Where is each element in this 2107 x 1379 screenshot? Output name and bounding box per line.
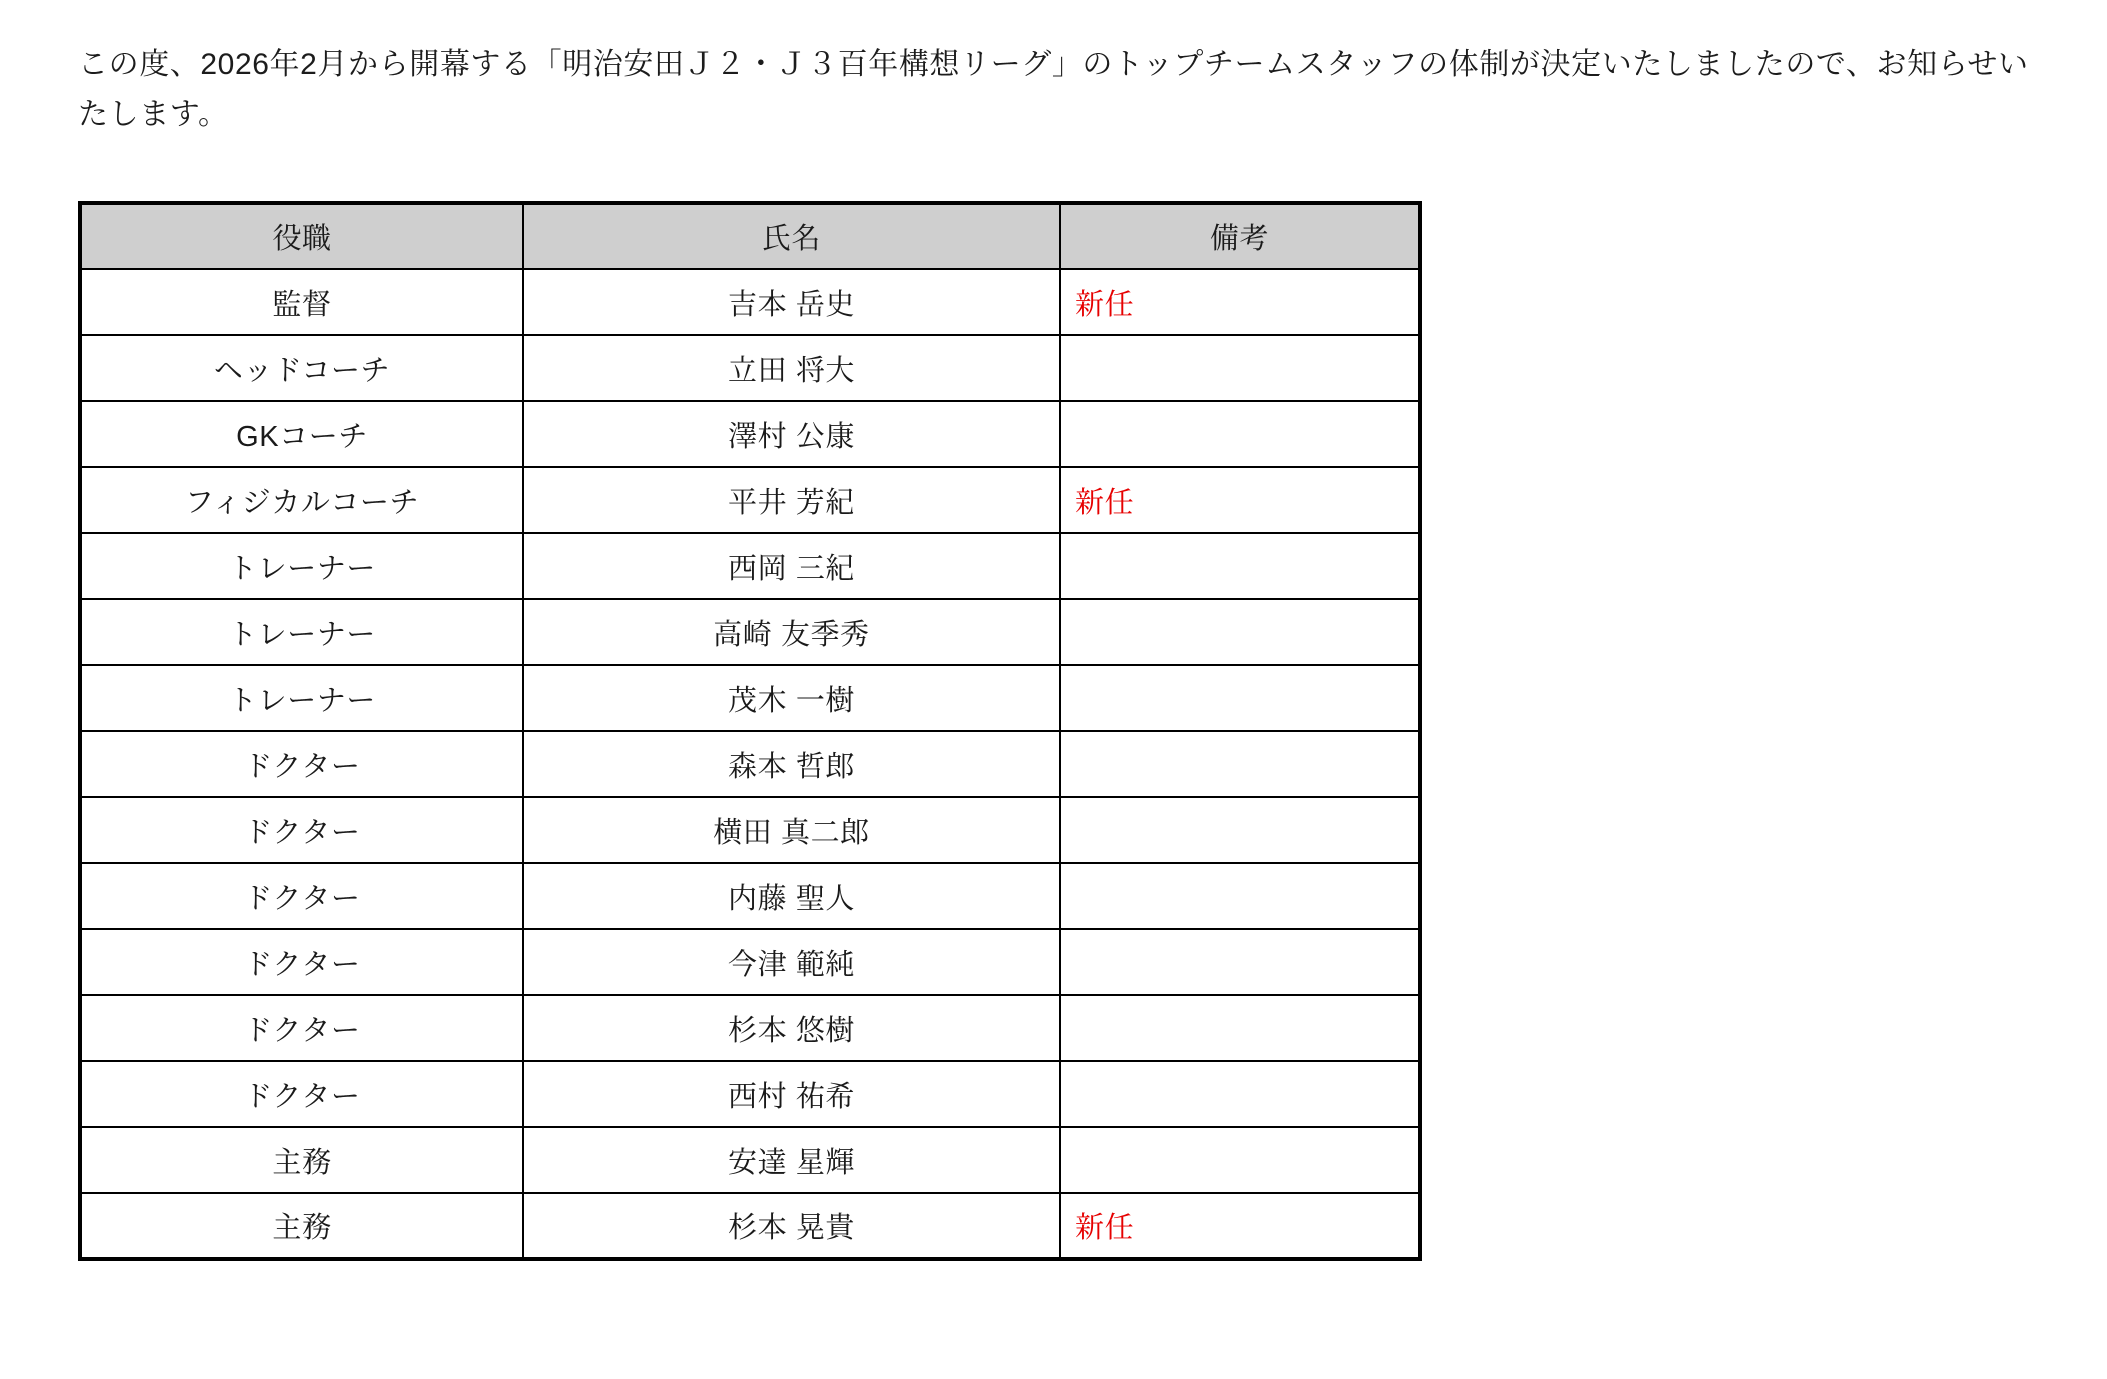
cell-name: 今津 範純 (523, 929, 1060, 995)
column-header-name: 氏名 (523, 203, 1060, 269)
cell-remarks: 新任 (1060, 1193, 1420, 1259)
cell-role: ドクター (80, 995, 523, 1061)
cell-role: ドクター (80, 731, 523, 797)
cell-role: ドクター (80, 1061, 523, 1127)
table-row (80, 335, 1420, 401)
table-row (80, 269, 1420, 335)
cell-remarks (1060, 1127, 1420, 1193)
cell-name: 澤村 公康 (523, 401, 1060, 467)
staff-table (78, 201, 1422, 1261)
table-row (80, 1061, 1420, 1127)
cell-remarks (1060, 335, 1420, 401)
cell-remarks: 新任 (1060, 467, 1420, 533)
cell-role: GKコーチ (80, 401, 523, 467)
table-row (80, 599, 1420, 665)
table-row (80, 665, 1420, 731)
cell-role: ヘッドコーチ (80, 335, 523, 401)
cell-name: 杉本 晃貴 (523, 1193, 1060, 1259)
cell-name: 平井 芳紀 (523, 467, 1060, 533)
cell-remarks (1060, 863, 1420, 929)
cell-name: 立田 将大 (523, 335, 1060, 401)
cell-name: 西村 祐希 (523, 1061, 1060, 1127)
cell-name: 杉本 悠樹 (523, 995, 1060, 1061)
cell-role: ドクター (80, 929, 523, 995)
cell-remarks: 新任 (1060, 269, 1420, 335)
staff-table-container (78, 201, 2037, 1261)
table-row (80, 929, 1420, 995)
table-row (80, 995, 1420, 1061)
cell-role: フィジカルコーチ (80, 467, 523, 533)
table-row (80, 1193, 1420, 1259)
table-header (80, 203, 1420, 269)
cell-name: 内藤 聖人 (523, 863, 1060, 929)
cell-remarks (1060, 665, 1420, 731)
table-body (80, 269, 1420, 1259)
table-header-row (80, 203, 1420, 269)
cell-name: 横田 真二郎 (523, 797, 1060, 863)
cell-role: 監督 (80, 269, 523, 335)
cell-role: 主務 (80, 1193, 523, 1259)
cell-remarks (1060, 797, 1420, 863)
cell-remarks (1060, 1061, 1420, 1127)
cell-remarks (1060, 533, 1420, 599)
table-row (80, 533, 1420, 599)
cell-role: 主務 (80, 1127, 523, 1193)
cell-name: 西岡 三紀 (523, 533, 1060, 599)
cell-role: トレーナー (80, 665, 523, 731)
cell-name: 茂木 一樹 (523, 665, 1060, 731)
cell-remarks (1060, 401, 1420, 467)
table-row (80, 731, 1420, 797)
cell-name: 吉本 岳史 (523, 269, 1060, 335)
cell-remarks (1060, 995, 1420, 1061)
intro-paragraph: この度、2026年2月から開幕する「明治安田Ｊ２・Ｊ３百年構想リーグ」のトップチームスタッフの体制が決定いたしましたので、お知らせいたします。 (78, 48, 2029, 131)
table-row (80, 401, 1420, 467)
cell-role: ドクター (80, 863, 523, 929)
cell-role: トレーナー (80, 533, 523, 599)
table-row (80, 467, 1420, 533)
table-row (80, 797, 1420, 863)
cell-name: 森本 哲郎 (523, 731, 1060, 797)
column-header-role: 役職 (80, 203, 523, 269)
cell-name: 安達 星輝 (523, 1127, 1060, 1193)
cell-remarks (1060, 731, 1420, 797)
cell-remarks (1060, 599, 1420, 665)
column-header-remarks: 備考 (1060, 203, 1420, 269)
cell-remarks (1060, 929, 1420, 995)
cell-role: ドクター (80, 797, 523, 863)
cell-name: 高崎 友季秀 (523, 599, 1060, 665)
table-row (80, 1127, 1420, 1193)
cell-role: トレーナー (80, 599, 523, 665)
table-row (80, 863, 1420, 929)
